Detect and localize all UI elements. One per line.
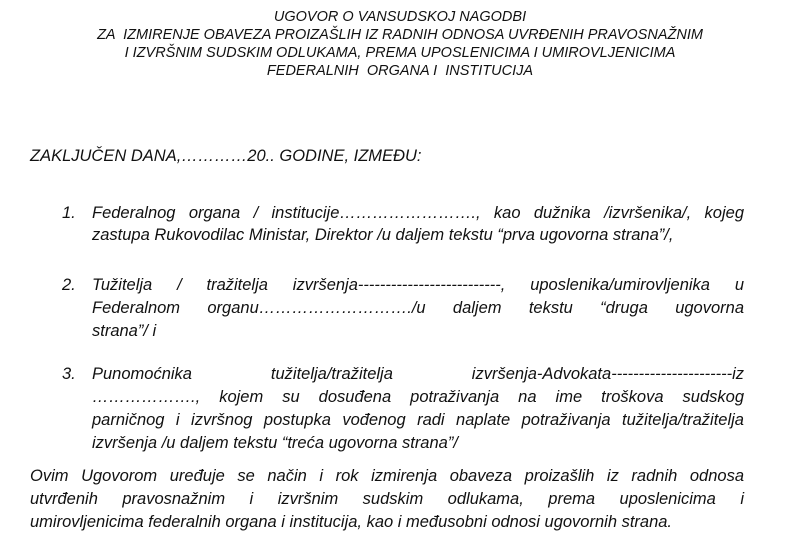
list-item-line: Federalnom organu………………………./u daljem tekstu “druga ugovorna	[92, 299, 744, 317]
title-line: I IZVRŠNIM SUDSKIM ODLUKAMA, PREMA UPOSLENICIMA I UMIROVLJENICIMA	[124, 45, 676, 61]
list-item-line: ………………., kojem su dosuđena potraživanja na ime troškova sudskog	[92, 388, 744, 406]
closing-paragraph-line: Ovim Ugovorom uređuje se način i rok izmirenja obaveza proizašlih iz radnih odnosa	[30, 467, 744, 485]
list-item-line: Tužitelja / tražitelja izvršenja--------------------------, uposlenika/umirovljenika u	[92, 276, 744, 294]
title-line: ZA IZMIRENJE OBAVEZA PROIZAŠLIH IZ RADNIH ODNOSA UVRĐENIH PRAVOSNAŽNIM	[97, 27, 703, 43]
title-line: FEDERALNIH ORGANA I INSTITUCIJA	[266, 63, 534, 79]
list-item-line: izvršenja /u daljem tekstu “treća ugovorna strana”/	[92, 434, 458, 452]
list-item-number: 3.	[62, 365, 76, 383]
document-title	[0, 8, 800, 80]
list-item-line: strana”/ i	[92, 322, 157, 340]
list-item-line: Federalnog organa / institucije……………………., kao dužnika /izvršenika/, kojeg	[92, 204, 744, 222]
contract-date-line: ZAKLJUČEN DANA,…………20.. GODINE, IZMEĐU:	[30, 147, 422, 165]
list-item-line: Punomoćnika tužitelja/tražitelja izvršenja-Advokata----------------------iz	[92, 365, 744, 383]
closing-paragraph-line: umirovljenicima federalnih organa i institucija, kao i međusobni odnosi ugovornih strana.	[30, 513, 673, 531]
list-item-number: 2.	[62, 276, 76, 294]
list-item-number: 1.	[62, 204, 76, 222]
list-item-line: parničnog i izvršnog postupka vođenog radi naplate potraživanja tužitelja/tražitelja	[92, 411, 744, 429]
list-item-line: zastupa Rukovodilac Ministar, Direktor /u daljem tekstu “prva ugovorna strana”/,	[92, 226, 674, 244]
title-line: UGOVOR O VANSUDSKOJ NAGODBI	[273, 9, 527, 25]
closing-paragraph-line: utvrđenih pravosnažnim i izvršnim sudskim odlukama, prema uposlenicima i	[30, 490, 744, 508]
